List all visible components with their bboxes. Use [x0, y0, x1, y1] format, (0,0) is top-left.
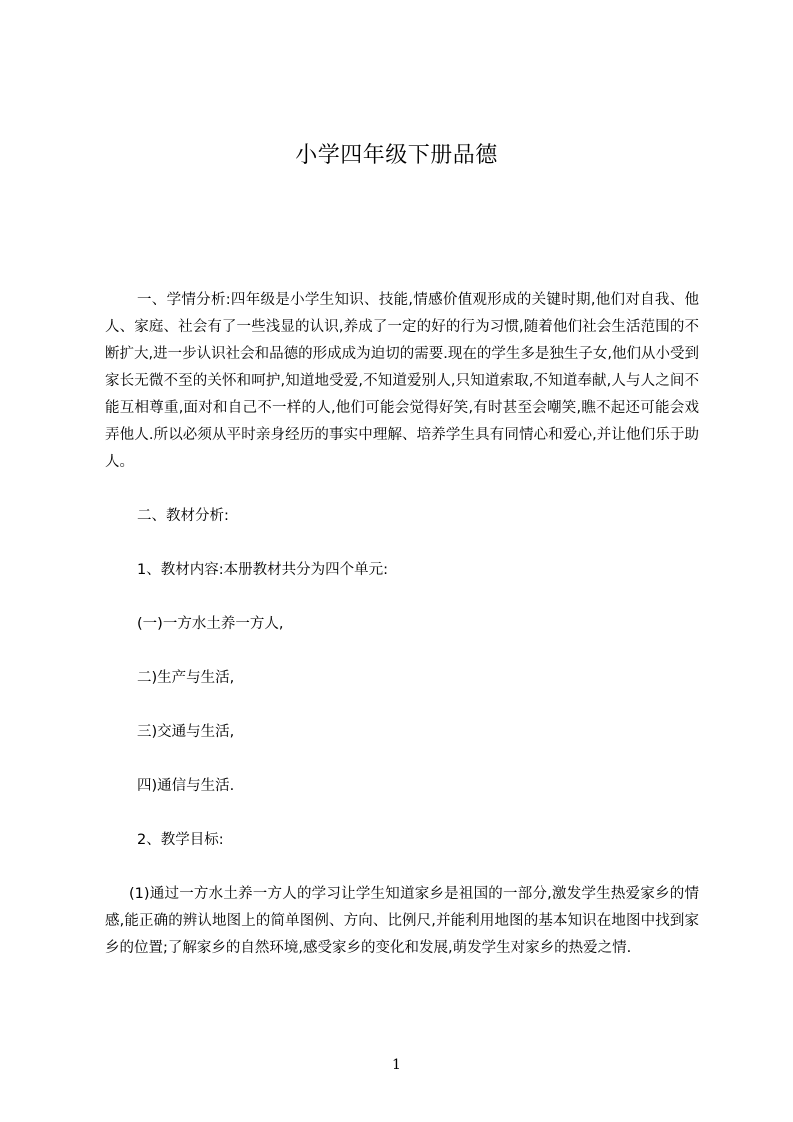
- teaching-goals-heading: 2、教学目标:: [137, 832, 224, 848]
- paragraph-gap: [105, 800, 699, 827]
- learning-analysis-paragraph: 一、学情分析:四年级是小学生知识、技能,情感价值观形成的关键时期,他们对自我、他人、家庭、社会有了一些浅显的认识,养成了一定的好的行为习惯,随着他们社会生活范围的不断扩大,进一步认识社会和品德的形成成为迫切的需要.现在的学生多是独生子女,他们从小受到家长无微不至的关怀和呵护,知道地受爱,不知道爱别人,只知道索取,不知道奉献,人与人之间不能互相尊重,面对和自己不一样的人,他们可能会觉得好笑,有时甚至会嘲笑,瞧不起还可能会戏弄他人.所以必须从平时亲身经历的事实中理解、培养学生具有同情心和爱心,并让他们乐于助人。: [105, 292, 699, 470]
- paragraph-gap: [105, 692, 699, 719]
- document-body: [105, 287, 699, 962]
- paragraph-gap: [105, 746, 699, 773]
- textbook-content-heading: 1、教材内容:本册教材共分为四个单元:: [137, 562, 388, 578]
- unit-item: 四)通信与生活.: [137, 778, 235, 794]
- page-number: 1: [392, 1057, 401, 1073]
- paragraph-gap: [105, 530, 699, 557]
- unit-item: 二)生产与生活,: [137, 670, 235, 686]
- textbook-analysis-heading: 二、教材分析:: [137, 508, 229, 524]
- paragraph-gap: [105, 638, 699, 665]
- unit-item: 三)交通与生活,: [137, 724, 235, 740]
- document-title: 小学四年级下册品德: [295, 143, 498, 168]
- paragraph-gap: [105, 584, 699, 611]
- paragraph-gap: [105, 854, 699, 881]
- teaching-goal-1-paragraph: (1)通过一方水土养一方人的学习让学生知道家乡是祖国的一部分,激发学生热爱家乡的情感,能正确的辨认地图上的简单图例、方向、比例尺,并能利用地图的基本知识在地图中找到家乡的位置;了解家乡的自然环境,感受家乡的变化和发展,萌发学生对家乡的热爱之情.: [105, 886, 699, 956]
- paragraph-gap: [105, 476, 699, 503]
- unit-item: (一)一方水土养一方人,: [137, 616, 284, 632]
